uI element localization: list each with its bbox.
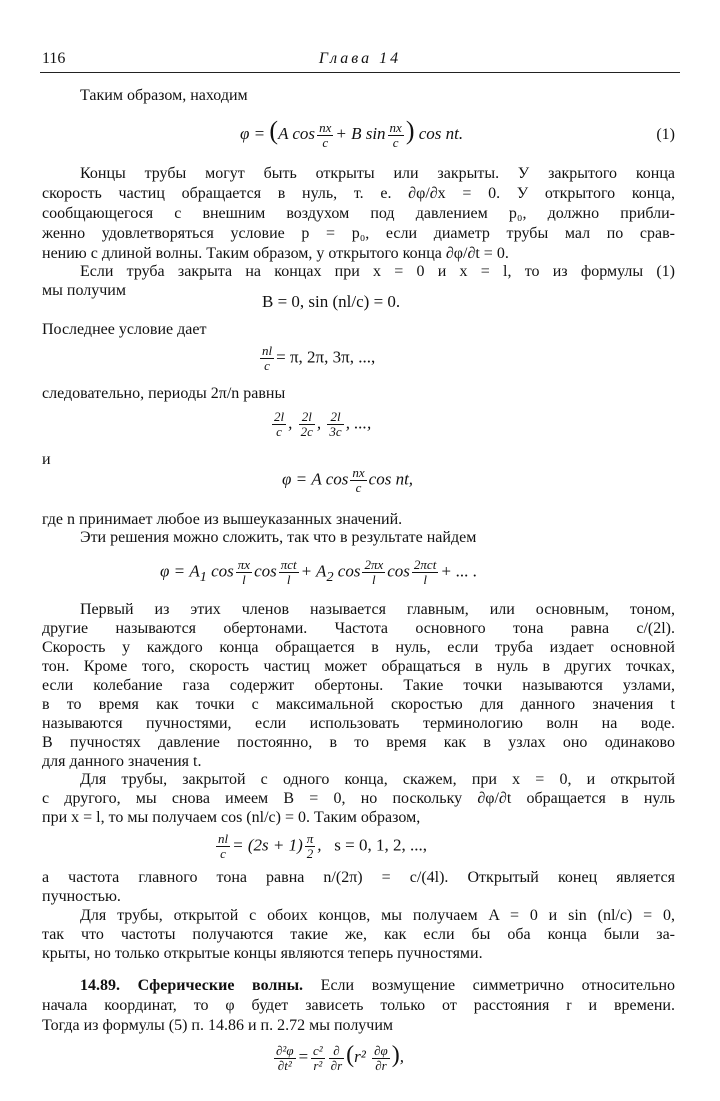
text-line: Для трубы, закрытой с одного конца, скажем, при x = 0, и открытой: [80, 771, 675, 788]
text-line: Таким образом, находим: [80, 87, 248, 104]
equation-7: $\frac{nl}{c}$ = (2s + 1) $\frac{\pi}{2}$ , s = 0, 1, 2, ...,: [218, 831, 427, 861]
text-line: тон. Кроме того, скорость частиц может обращаться в нуль в других точках,: [42, 658, 675, 675]
text-line: а частота главного тона равна n/(2π) = c/(4l). Открытый конец является: [42, 869, 675, 886]
text-line: Концы трубы могут быть открыты или закрыты. У закрытого конца: [80, 165, 675, 182]
text-line: в то время как точки с максимальной скоростью для данного значения t: [42, 696, 675, 713]
section-title: 14.89. Сферические волны.: [80, 977, 304, 994]
equation-number: (1): [656, 126, 675, 143]
text-line: начала координат, то φ будет зависеть только от расстояния r и времени.: [42, 997, 675, 1014]
section-heading-line: [80, 976, 675, 996]
text-line: следовательно, периоды 2π/n равны: [42, 385, 286, 402]
text-line: так что частоты получаются такие же, как если бы оба конца были за-: [42, 926, 675, 943]
text-line: сообщающегося с внешним воздухом под давлением p₀, должно прибли-: [42, 205, 675, 222]
equation-1: φ = (A cos $\frac{nx}{c}$ + B sin $\frac{nx}{c}$ ) cos nt.: [240, 116, 464, 150]
text-line: мы получим: [42, 282, 126, 299]
equation-7-rhs: s = 0, 1, 2, ...,: [334, 835, 427, 855]
text-line: и: [42, 451, 51, 468]
equation-6: $\varphi = A_1$ cos $\frac{\pi x}{l}$ cos πct l + $A_2$ cos $\frac{2\pi x}{l}$ cos 2πct l + ... .: [160, 557, 478, 587]
text-line: Первый из этих членов называется главным, или основным, тоном,: [80, 601, 675, 618]
text-line: крыты, но только открытые концы являются теперь пучностями.: [42, 945, 483, 962]
text-line: Последнее условие дает: [42, 321, 207, 338]
text-line: нению с длиной волны. Таким образом, у открытого конца ∂φ/∂t = 0.: [42, 245, 509, 262]
text-line: женно удовлетворяться условие p = p₀, если диаметр трубы мал по срав-: [42, 225, 675, 242]
equation-4: $\frac{2l}{c}$ , $\frac{2l}{2c}$ , $\frac{2l}{3c}$ , ...,: [274, 409, 372, 439]
chapter-title: Глава 14: [318, 50, 402, 67]
text-line: Тогда из формулы (5) п. 14.86 и п. 2.72 мы получим: [42, 1017, 394, 1034]
text-line: другие называются обертонами. Частота основного тона равна c/(2l).: [42, 620, 675, 637]
equation-3-rhs: = π, 2π, 3π, ...,: [276, 347, 376, 367]
text-line: где n принимает любое из вышеуказанных значений.: [42, 511, 403, 528]
text-line: скорость частиц обращается в нуль, т. е. ∂φ/∂x = 0. У открытого конца,: [42, 185, 675, 202]
page-number: 116: [42, 50, 66, 67]
text-line: Для трубы, открытой с обоих концов, мы получаем A = 0 и sin (nl/c) = 0,: [80, 907, 675, 924]
text-line: с другого, мы снова имеем B = 0, но поскольку ∂φ/∂t обращается в нуль: [42, 790, 675, 807]
text-line: В пучностях давление постоянно, в то время как в узлах оно одинаково: [42, 734, 675, 751]
equation-3: $\frac{nl}{c}$ = π, 2π, 3π, ...,: [262, 343, 376, 373]
text-line: называются пучностями, если использовать терминологию волн на воде.: [42, 715, 675, 732]
text-line: для данного значения t.: [42, 753, 202, 770]
text-line: при x = l, то мы получаем cos (nl/c) = 0. Таким образом,: [42, 809, 421, 826]
text-line: Эти решения можно сложить, так что в результате найдем: [80, 529, 477, 546]
equation-8: $\frac{\text{∂²φ}}{\text{∂t²}}$ = $\frac{\text{c²}}{\text{r²}}$ ∂ ∂r (r² $\frac{\partial\varphi}{\partial r}$ ),: [276, 1042, 404, 1073]
text-line: пучностью.: [42, 888, 121, 905]
text-line: Скорость у каждого конца обращается в нуль, если труба издает основной: [42, 639, 675, 656]
text-line: если колебание газа содержит обертоны. Такие точки называются узлами,: [42, 677, 675, 694]
equation-5: φ = A cos $\frac{nx}{c}$ cos nt,: [282, 465, 414, 495]
page-header: [40, 48, 680, 73]
equation-2: B = 0, sin (nl/c) = 0.: [262, 292, 401, 311]
text-line: Если труба закрыта на концах при x = 0 и x = l, то из формулы (1): [80, 263, 675, 280]
section-text: Если возмущение симметрично относительно: [303, 977, 676, 994]
